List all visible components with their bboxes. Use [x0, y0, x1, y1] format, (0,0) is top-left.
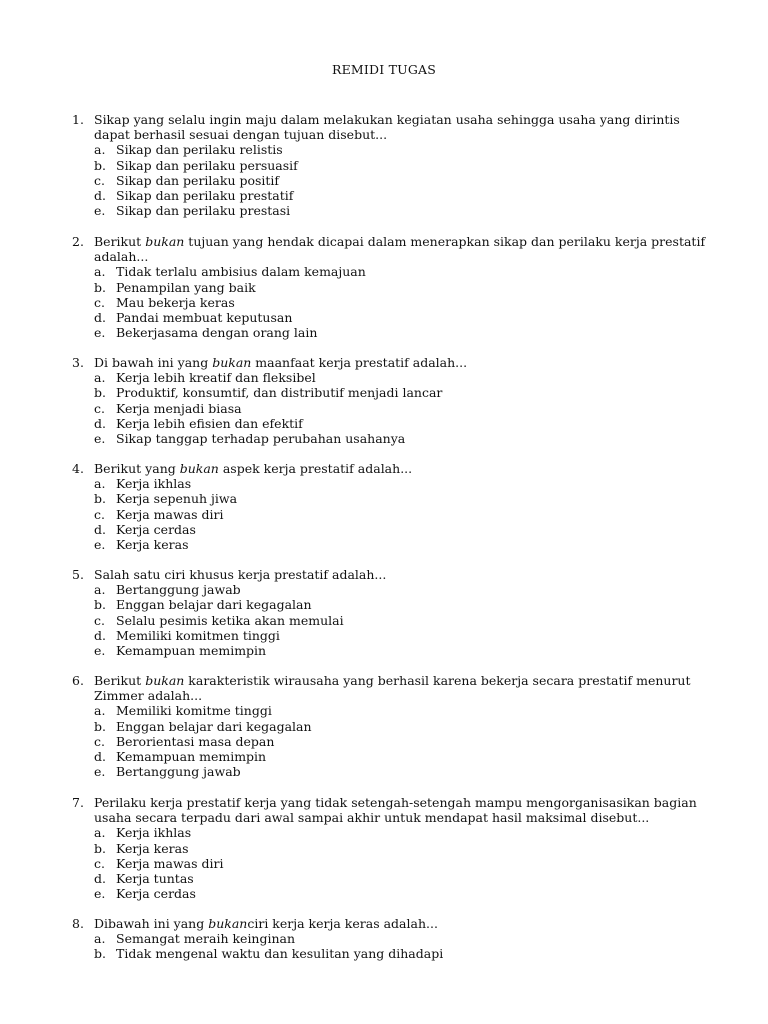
question-text: Di bawah ini yang bukan maanfaat kerja prestatif adalah... [94, 355, 468, 370]
option-item: b. Produktif, konsumtif, dan distributif menjadi lancar [94, 385, 443, 401]
option-item: d. Kemampuan memimpin [94, 749, 267, 765]
question-number: 6. [72, 673, 84, 688]
option-item: c. Mau bekerja keras [94, 294, 235, 310]
option-item: e. Kerja keras [94, 537, 189, 553]
option-item: c. Selalu pesimis ketika akan memulai [94, 612, 344, 628]
option-item: a. Kerja ikhlas [94, 476, 192, 492]
option-item: c. Berorientasi masa depan [94, 733, 275, 749]
question-number: 1. [72, 112, 84, 127]
option-item: d. Kerja tuntas [94, 871, 194, 887]
option-item: c. Kerja mawas diri [94, 855, 224, 871]
question-5 [72, 567, 712, 658]
option-item: b. Sikap dan perilaku persuasif [94, 157, 298, 173]
option-item: e. Bekerjasama dengan orang lain [94, 325, 318, 341]
option-list [72, 370, 712, 446]
question-4 [72, 461, 712, 552]
option-item: e. Kerja cerdas [94, 886, 196, 902]
option-list [72, 825, 712, 901]
option-item: a. Memiliki komitme tinggi [94, 703, 272, 719]
question-1 [72, 112, 712, 218]
option-item: e. Kemampuan memimpin [94, 643, 267, 659]
option-item: b. Kerja sepenuh jiwa [94, 491, 238, 507]
option-item: d. Pandai membuat keputusan [94, 310, 293, 326]
option-list [72, 582, 712, 658]
option-item: d. Kerja lebih efisien dan efektif [94, 415, 303, 431]
question-7 [72, 795, 712, 901]
question-number: 7. [72, 795, 84, 810]
option-list [72, 931, 712, 961]
option-item: e. Sikap tanggap terhadap perubahan usahanya [94, 431, 406, 447]
option-item: b. Kerja keras [94, 840, 189, 856]
question-text: Berikut yang bukan aspek kerja prestatif adalah... [94, 461, 413, 476]
option-list [72, 476, 712, 552]
option-item: c. Sikap dan perilaku positif [94, 172, 280, 188]
question-number: 8. [72, 916, 84, 931]
option-item: c. Kerja mawas diri [94, 506, 224, 522]
option-item: e. Bertanggung jawab [94, 764, 241, 780]
question-text: Dibawah ini yang bukanciri kerja kerja keras adalah... [94, 916, 438, 931]
question-number: 5. [72, 567, 84, 582]
option-item: c. Kerja menjadi biasa [94, 400, 242, 416]
option-item: a. Tidak terlalu ambisius dalam kemajuan [94, 264, 366, 280]
question-number: 2. [72, 234, 84, 249]
option-item: e. Sikap dan perilaku prestasi [94, 203, 291, 219]
option-item: b. Penampilan yang baik [94, 279, 256, 295]
option-item: a. Kerja ikhlas [94, 825, 192, 841]
question-text: Sikap yang selalu ingin maju dalam melakukan kegiatan usaha sehingga usaha yang dirintis dapat berhasil sesuai dengan tujuan disebut... [94, 112, 680, 143]
question-number: 3. [72, 355, 84, 370]
question-8 [72, 916, 712, 962]
option-item: b. Enggan belajar dari kegagalan [94, 597, 312, 613]
option-item: b. Tidak mengenal waktu dan kesulitan yang dihadapi [94, 946, 444, 962]
option-item: a. Kerja lebih kreatif dan fleksibel [94, 370, 316, 386]
question-text: Perilaku kerja prestatif kerja yang tidak setengah-setengah mampu mengorganisasikan bagian usaha secara terpadu dari awal sampai akhir untuk mendapat hasil maksimal disebut... [94, 795, 697, 826]
option-item: d. Kerja cerdas [94, 521, 196, 537]
option-list [72, 142, 712, 218]
question-text: Berikut bukan karakteristik wirausaha yang berhasil karena bekerja secara prestatif menurut Zimmer adalah... [94, 673, 691, 704]
question-2 [72, 234, 712, 340]
option-item: a. Bertanggung jawab [94, 582, 241, 598]
question-text: Salah satu ciri khusus kerja prestatif adalah... [94, 567, 387, 582]
question-text: Berikut bukan tujuan yang hendak dicapai dalam menerapkan sikap dan perilaku kerja prestatif adalah... [94, 234, 706, 265]
option-item: a. Sikap dan perilaku relistis [94, 142, 283, 158]
option-list [72, 264, 712, 340]
option-item: b. Enggan belajar dari kegagalan [94, 718, 312, 734]
option-item: a. Semangat meraih keinginan [94, 931, 296, 947]
option-list [72, 703, 712, 779]
question-6 [72, 673, 712, 779]
option-item: d. Sikap dan perilaku prestatif [94, 188, 294, 204]
page-title: REMIDI TUGAS [331, 62, 437, 77]
option-item: d. Memiliki komitmen tinggi [94, 627, 280, 643]
question-3 [72, 355, 712, 446]
question-number: 4. [72, 461, 84, 476]
